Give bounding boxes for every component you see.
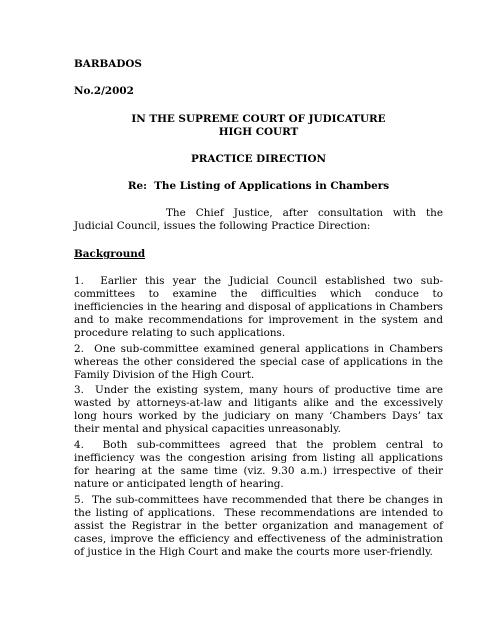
subject-line: Re: The Listing of Applications in Chambers (127, 180, 390, 192)
paragraph-2: 2. One sub-committee examined general applications in Chambers whereas the other considered the special case of applications in the Family Division of the High Court. (74, 343, 447, 382)
document-type-heading: PRACTICE DIRECTION (190, 153, 327, 165)
section-heading-background: Background (74, 248, 146, 260)
paragraph-1: 1. Earlier this year the Judicial Council established two sub-committees to examine the difficulties which conduce to inefficiencies in the hearing and disposal of applications in Chambers and to make recommendations for improvement in the system and procedure relating to such applications. (74, 275, 447, 340)
jurisdiction-heading: BARBADOS (74, 58, 142, 70)
court-title: IN THE SUPREME COURT OF JUDICATURE (131, 113, 386, 125)
paragraph-4: 4. Both sub-committees agreed that the problem central to inefficiency was the congestion arising from listing all applications for hearing at the same time (viz. 9.30 a.m.) irrespective of their nature or anticipated length of hearing. (74, 439, 447, 491)
paragraph-3: 3. Under the existing system, many hours of productive time are wasted by attorneys-at-law and litigants alike and the excessively long hours worked by the judiciary on many ‘Chambers Days’ tax their mental and physical capacities unreasonably. (74, 384, 447, 436)
paragraph-5: 5. The sub-committees have recommended that there be changes in the listing of applications. These recommendations are intended to assist the Registrar in the better organization and management of cases, improve the efficiency and effectiveness of the administration of justice in the High Court and make the courts more user-friendly. (74, 494, 447, 559)
court-division: HIGH COURT (218, 126, 299, 138)
direction-number: No.2/2002 (74, 85, 134, 97)
intro-paragraph: The Chief Justice, after consultation with the Judicial Council, issues the following Practice Direction: (74, 207, 443, 233)
